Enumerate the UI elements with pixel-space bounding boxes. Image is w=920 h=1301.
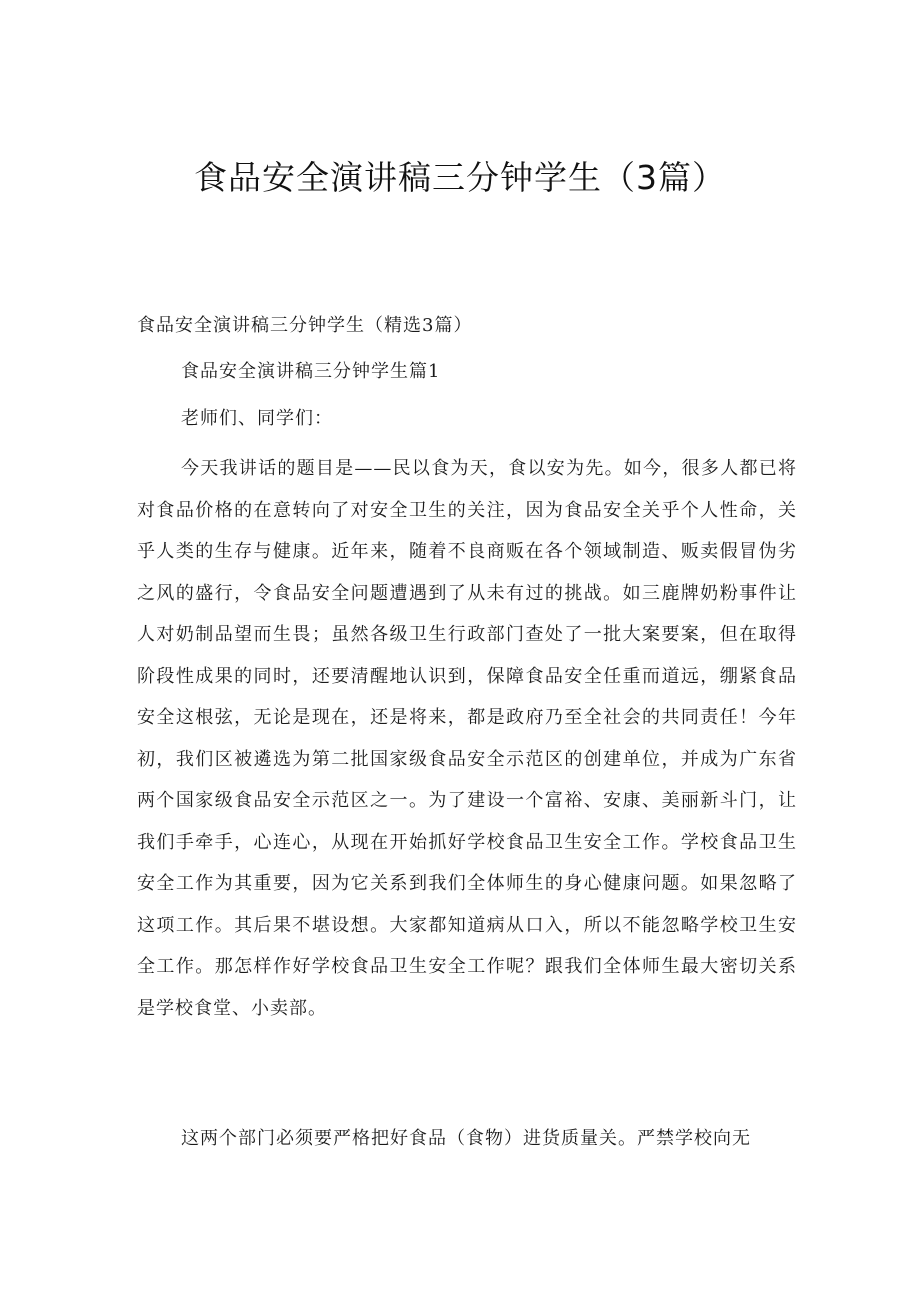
body-paragraph: 这两个部门必须要严格把好食品（食物）进货质量关。严禁学校向无 bbox=[181, 1128, 751, 1149]
section-heading: 食品安全演讲稿三分钟学生篇1 bbox=[181, 361, 441, 382]
salutation: 老师们、同学们： bbox=[181, 408, 333, 429]
document-title: 食品安全演讲稿三分钟学生（3篇） bbox=[194, 158, 726, 197]
body-paragraph: 今天我讲话的题目是——民以食为天，食以安为先。如今，很多人都已将对食品价格的在意转向了对安全卫生的关注，因为食品安全关乎个人性命，关乎人类的生存与健康。近年来，随着不良商贩在各个领域制造、贩卖假冒伪劣之风的盛行，令食品安全问题遭遇到了从未有过的挑战。如三鹿牌奶粉事件让人对奶制品望而生畏；虽然各级卫生行政部门查处了一批大案要案，但在取得阶段性成果的同时，还要清醒地认识到，保障食品安全任重而道远，绷紧食品安全这根弦，无论是现在，还是将来，都是政府乃至全社会的共同责任！今年初，我们区被遴选为第二批国家级食品安全示范区的创建单位，并成为广东省两个国家级食品安全示范区之一。为了建设一个富裕、安康、美丽新斗门，让我们手牵手，心连心，从现在开始抓好学校食品卫生安全工作。学校食品卫生安全工作为其重要，因为它关系到我们全体师生的身心健康问题。如果忽略了这项工作。其后果不堪设想。大家都知道病从口入，所以不能忽略学校卫生安全工作。那怎样作好学校食品卫生安全工作呢？跟我们全体师生最大密切关系是学校食堂、小卖部。 bbox=[137, 458, 797, 1019]
document-subtitle: 食品安全演讲稿三分钟学生（精选3篇） bbox=[137, 315, 473, 336]
